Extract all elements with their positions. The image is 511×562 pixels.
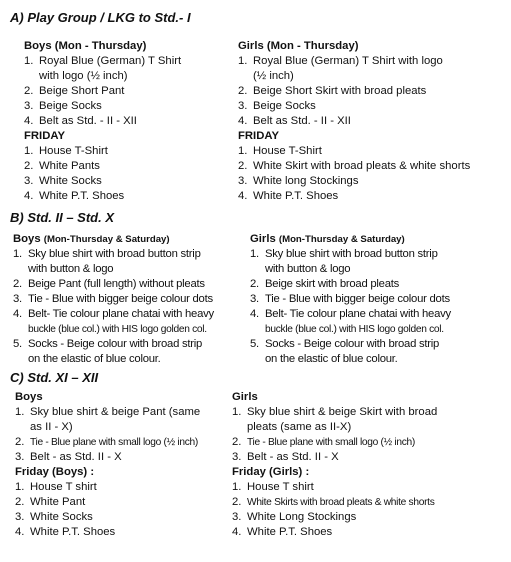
section-a-girls-friday-heading: FRIDAY [238,130,280,142]
list-item: 2. White Pant [15,495,200,510]
list-item: 3. Beige Socks [24,99,181,114]
list-item: 1. Sky blue shirt & beige Pant (same as II - X) [15,405,200,435]
list-item: 1. Sky blue shirt with broad button strip with button & logo [250,247,451,277]
list-item: 5. Socks - Beige colour with broad strip on the elastic of blue colour. [250,337,451,367]
list-item: 3. Belt - as Std. II - X [15,450,200,465]
section-b-boys [13,232,214,367]
list-item: 2. Beige Short Pant [24,84,181,99]
list-item: 3. White Long Stockings [232,510,437,525]
list-item: 1. Royal Blue (German) T Shirt with logo (½ inch) [24,54,181,84]
section-a-girls-list [238,54,470,129]
list-item: 1. Sky blue shirt & beige Skirt with broad pleats (same as II-X) [232,405,437,435]
list-item: 5. Socks - Beige colour with broad strip on the elastic of blue colour. [13,337,214,367]
list-item: 3. White Socks [24,174,181,189]
section-c-girls-friday-list [232,480,437,540]
list-item: 3. White long Stockings [238,174,470,189]
list-item: 2. Beige Short Skirt with broad pleats [238,84,470,99]
list-item: 1. House T shirt [15,480,200,495]
list-item: 4. Belt as Std. - II - XII [238,114,470,129]
section-b-title: B) Std. II – Std. X [10,210,115,225]
section-a-girls-friday-list [238,144,470,204]
section-b-boys-heading: Boys (Mon-Thursday & Saturday) [13,233,170,245]
list-item: 4. White P.T. Shoes [232,525,437,540]
section-a-girls-heading: Girls (Mon - Thursday) [238,40,359,52]
list-item: 1. House T shirt [232,480,437,495]
section-b-girls-heading: Girls (Mon-Thursday & Saturday) [250,233,405,245]
section-c-boys [15,390,200,540]
section-c-boys-friday-list [15,480,200,540]
section-c-girls [232,390,437,540]
list-item: 2. White Skirts with broad pleats & white shorts [232,495,437,510]
list-item: 4. Belt- Tie colour plane chatai with heavy buckle (blue col.) with HIS logo golden col. [250,307,451,337]
section-b-boys-list [13,247,214,367]
list-item: 4. White P.T. Shoes [24,189,181,204]
section-a-title: A) Play Group / LKG to Std.- I [10,10,191,25]
list-item: 2. Tie - Blue plane with small logo (½ inch) [15,435,200,450]
section-a-girls [238,39,470,204]
list-item: 1. Royal Blue (German) T Shirt with logo (½ inch) [238,54,470,84]
section-c-girls-heading: Girls [232,391,258,403]
section-a-boys [24,39,181,204]
list-item: 3. Tie - Blue with bigger beige colour dots [250,292,451,307]
list-item: 3. White Socks [15,510,200,525]
list-item: 2. White Skirt with broad pleats & white shorts [238,159,470,174]
list-item: 3. Belt - as Std. II - X [232,450,437,465]
list-item: 2. Beige skirt with broad pleats [250,277,451,292]
section-a-boys-friday-list [24,144,181,204]
list-item: 3. Tie - Blue with bigger beige colour dots [13,292,214,307]
section-a-boys-list [24,54,181,129]
list-item: 2. Tie - Blue plane with small logo (½ inch) [232,435,437,450]
section-c-title: C) Std. XI – XII [10,370,99,385]
list-item: 2. Beige Pant (full length) without pleats [13,277,214,292]
list-item: 1. Sky blue shirt with broad button strip with button & logo [13,247,214,277]
section-c-boys-list [15,405,200,465]
section-c-girls-friday-heading: Friday (Girls) : [232,466,310,478]
section-b-girls [250,232,451,367]
section-a-boys-heading: Boys (Mon - Thursday) [24,40,147,52]
section-b-girls-list [250,247,451,367]
list-item: 3. Beige Socks [238,99,470,114]
list-item: 4. White P.T. Shoes [238,189,470,204]
section-c-boys-friday-heading: Friday (Boys) : [15,466,95,478]
list-item: 1. House T-Shirt [24,144,181,159]
list-item: 4. Belt as Std. - II - XII [24,114,181,129]
section-c-girls-list [232,405,437,465]
list-item: 4. White P.T. Shoes [15,525,200,540]
list-item: 1. House T-Shirt [238,144,470,159]
section-c-boys-heading: Boys [15,391,43,403]
list-item: 2. White Pants [24,159,181,174]
list-item: 4. Belt- Tie colour plane chatai with heavy buckle (blue col.) with HIS logo golden col. [13,307,214,337]
section-a-boys-friday-heading: FRIDAY [24,130,66,142]
